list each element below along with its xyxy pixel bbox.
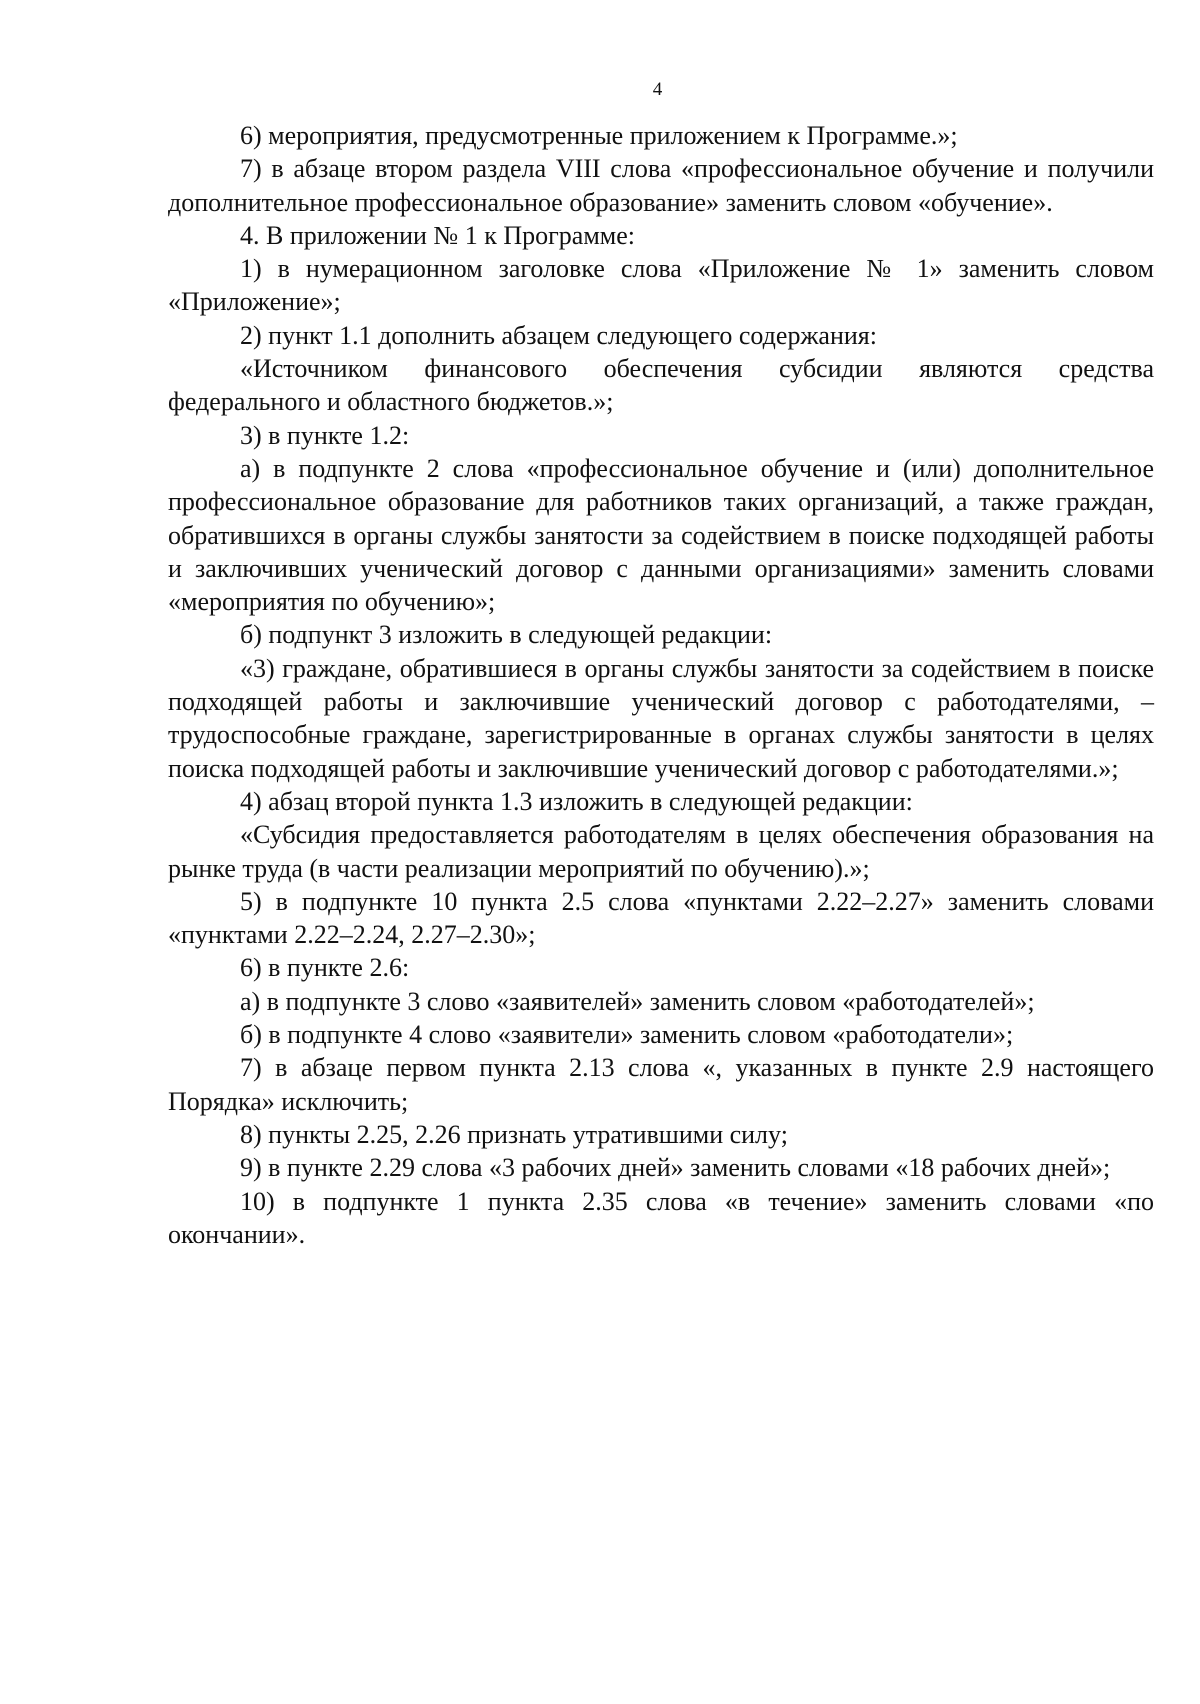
paragraph-citizens-definition: «3) граждане, обратившиеся в органы службы занятости за содействием в поиске подходящей работы и заключившие ученический договор с работодателями, – трудоспособные граждане, зарегистрированные в органах службы занятости в целях поиска подходящей работы и заключившие ученический договор с работодателями.»; [168,653,1154,783]
paragraph-6-item-2-6: 6) в пункте 2.6: [240,953,410,983]
paragraph-7-item-2-13: 7) в абзаце первом пункта 2.13 слова «, указанных в пункте 2.9 настоящего Порядка» исключить; [168,1053,1154,1116]
paragraph-subsidy: «Субсидия предоставляется работодателям в целях обеспечения образования на рынке труда (в части реализации мероприятий по обучению).»; [168,820,1154,883]
paragraph-1-heading: 1) в нумерационном заголовке слова «Приложение № 1» заменить словом «Приложение»; [168,254,1154,317]
paragraph-2-item-1-1: 2) пункт 1.1 дополнить абзацем следующего содержания: [240,320,877,350]
paragraph-b-subitem-4: б) в подпункте 4 слово «заявители» заменить словом «работодатели»; [240,1020,1014,1050]
paragraph-funding-source: «Источником финансового обеспечения субсидии являются средства федерального и областного бюджетов.»; [168,354,1154,417]
document-body [168,119,1154,1251]
paragraph-6-events: 6) мероприятия, предусмотренные приложением к Программе.»; [240,121,958,150]
paragraph-b-subitem-3: б) подпункт 3 изложить в следующей редакции: [240,620,773,650]
paragraph-5-item-2-5: 5) в подпункте 10 пункта 2.5 слова «пунктами 2.22–2.27» заменить словами «пунктами 2.22–2.24, 2.27–2.30»; [168,886,1154,950]
paragraph-3-item-1-2: 3) в пункте 1.2: [240,420,410,450]
paragraph-4-item-1-3: 4) абзац второй пункта 1.3 изложить в следующей редакции: [240,786,913,816]
paragraph-9-item-2-29: 9) в пункте 2.29 слова «3 рабочих дней» заменить словами «18 рабочих дней»; [240,1153,1111,1183]
paragraph-10-item-2-35: 10) в подпункте 1 пункта 2.35 слова «в течение» заменить словами «по окончании». [168,1186,1154,1249]
paragraph-7-section-viii: 7) в абзаце втором раздела VIII слова «профессиональное обучение и получили дополнительное профессиональное образование» заменить словом «обучение». [168,154,1154,217]
paragraph-8-items-2-25-2-26: 8) пункты 2.25, 2.26 признать утратившими силу; [240,1119,788,1149]
paragraph-a-subitem-3: а) в подпункте 3 слово «заявителей» заменить словом «работодателей»; [240,986,1035,1016]
paragraph-a-subitem-2: а) в подпункте 2 слова «профессиональное обучение и (или) дополнительное профессиональное образование для работников таких организаций, а также граждан, обратившихся в органы службы занятости за содействием в поиске подходящей работы и заключивших ученический договор с данными организациями» заменить словами «мероприятия по обучению»; [168,453,1154,617]
paragraph-4-appendix-1: 4. В приложении № 1 к Программе: [240,220,635,250]
page-number: 4 [652,79,663,100]
